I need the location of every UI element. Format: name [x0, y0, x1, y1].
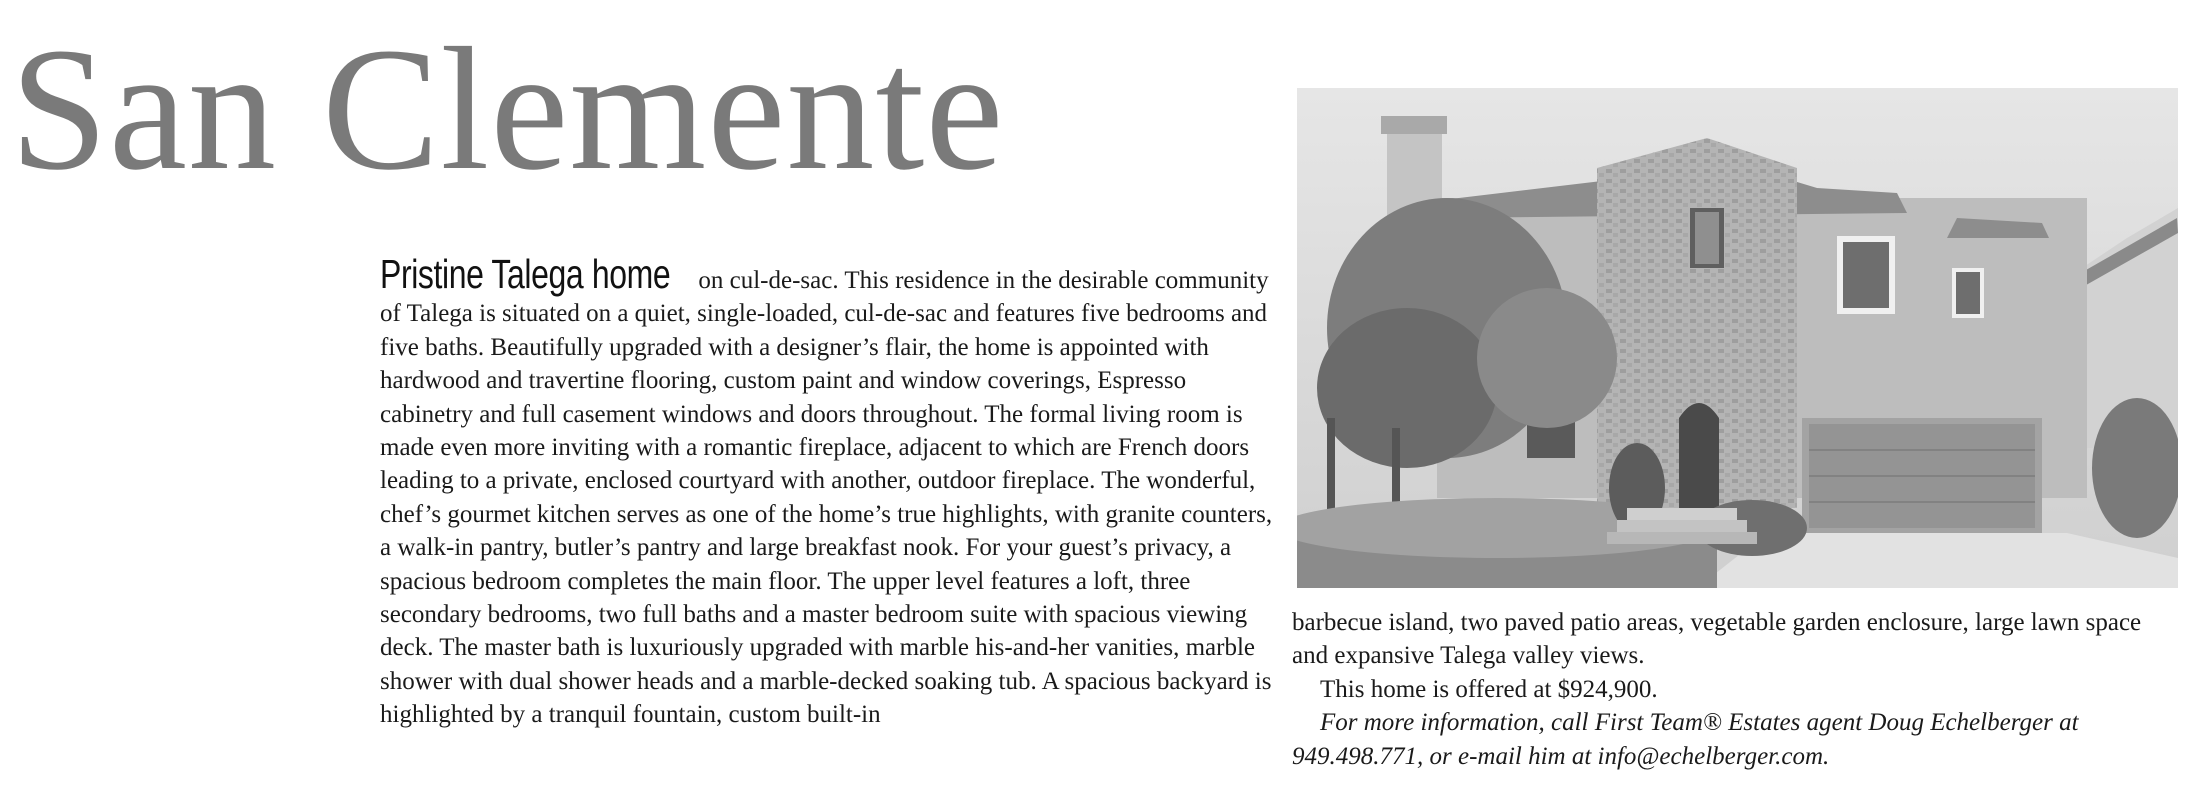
- contact-line: For more information, call First Team® Estates agent Doug Echelberger at 949.498.771, or e-mail him at info@echelberger.com.: [1292, 709, 2079, 770]
- lead-in: Pristine Talega home: [380, 251, 671, 297]
- body-text-right: barbecue island, two paved patio areas, vegetable garden enclosure, large lawn space and expansive Talega valley views.: [1292, 609, 2142, 670]
- article-column-left: [380, 251, 1280, 732]
- house-photo: [1297, 88, 2178, 588]
- article-column-right: [1292, 606, 2182, 773]
- article-paragraph: [380, 251, 1280, 732]
- headline: San Clemente: [10, 12, 1005, 207]
- body-text-left: on cul-de-sac. This residence in the desirable community of Talega is situated on a quiet, single-loaded, cul-de-sac and features five bedrooms and five baths. Beautifully upgraded with a designer’s flair, the home is appointed with hardwood and travertine flooring, custom paint and window coverings, Espresso cabinetry and full casement windows and doors throughout. The formal living room is made even more inviting with a romantic fireplace, adjacent to which are French doors leading to a private, enclosed courtyard with another, outdoor fireplace. The wonderful, chef’s gourmet kitchen serves as one of the home’s true highlights, with granite counters, a walk-in pantry, butler’s pantry and large breakfast nook. For your guest’s privacy, a spacious bedroom completes the main floor. The upper level features a loft, three secondary bedrooms, two full baths and a master bedroom suite with spacious viewing deck. The master bath is luxuriously upgraded with marble his-and-her vanities, marble shower with dual shower heads and a marble-decked soaking tub. A spacious backyard is highlighted by a tranquil fountain, custom built-in: [380, 267, 1273, 729]
- price-line: This home is offered at $924,900.: [1320, 675, 1658, 703]
